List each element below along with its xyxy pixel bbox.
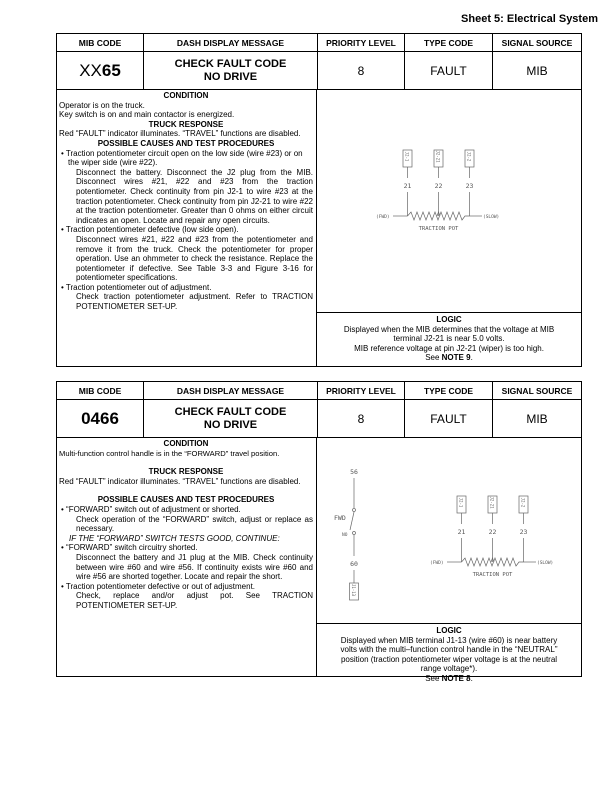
wire-23-label: 23: [519, 528, 528, 536]
condition-text-1: Operator is on the truck.: [59, 100, 145, 110]
logic-line-2: terminal J2-21 is near 5.0 volts.: [393, 334, 505, 344]
value-row: [57, 52, 581, 90]
response-heading: TRUCK RESPONSE: [148, 119, 224, 129]
wire-22-label: 22: [488, 528, 497, 536]
dash-message-line1: CHECK FAULT CODE: [174, 405, 287, 418]
wire-21-label: 21: [403, 182, 412, 190]
header-signal: SIGNAL SOURCE: [501, 385, 573, 396]
detail-row: [57, 90, 581, 366]
priority-value: 8: [318, 400, 405, 437]
traction-pot-diagram: [317, 90, 581, 295]
pin-a-label: J2-1: [458, 497, 464, 508]
switch-contact-icon: [353, 509, 356, 512]
logic-note: NOTE 9: [441, 353, 471, 363]
normally-open-label: NO: [342, 533, 348, 538]
wire-56-label: 56: [350, 468, 358, 476]
pot-label: TRACTION POT: [472, 572, 513, 578]
condition-text-2: Key switch is on and main contactor is energized.: [59, 110, 235, 120]
logic-heading: LOGIC: [436, 315, 462, 325]
continue-note: IF THE “FORWARD” SWITCH TESTS GOOD, CONTINUE:: [69, 533, 280, 543]
pin-b-label: J2-21: [489, 496, 495, 509]
cause-3-detail: Check traction potentiometer adjustment. Refer to TRACTION POTENTIOMETER SET-UP.: [76, 292, 313, 312]
signal-value: MIB: [526, 63, 548, 78]
header-type: TYPE CODE: [405, 382, 493, 399]
header-dash-display: DASH DISPLAY MESSAGE: [144, 34, 318, 51]
logic-line-2: volts with the multi–function control handle in the “NEUTRAL”: [340, 645, 558, 655]
fault-block-xx65: [56, 33, 582, 367]
header-dash-display: DASH DISPLAY MESSAGE: [144, 382, 318, 399]
dash-message-line2: NO DRIVE: [203, 70, 258, 83]
type-value: FAULT: [405, 400, 493, 437]
pin-a-label: J2-1: [404, 151, 410, 162]
wiring-diagram: [317, 438, 581, 624]
slow-end-label: (SLOW): [483, 215, 500, 220]
wiring-diagram: [317, 90, 581, 313]
forward-switch-icon: [350, 512, 354, 530]
header-row: [57, 34, 581, 52]
cause-3-detail: Check, replace and/or adjust pot. See TRACTION POTENTIOMETER SET-UP.: [76, 591, 313, 610]
header-priority: PRIORITY LEVEL: [318, 34, 405, 51]
header-row: [57, 382, 581, 400]
cause-2: • Traction potentiometer defective (low side open).: [61, 225, 239, 235]
cause-2-detail: Disconnect wires #21, #22 and #23 from the potentiometer and remove it from the truck. Check the potentiometer for proper operation. Use an ohmmeter to check the resistance. Replace the potentiometer if defective. See Table 3-3 and Figure 3-16 for potentiometer specifications.: [76, 234, 313, 283]
fwd-switch-label: FWD: [334, 514, 346, 522]
header-mib-code: MIB CODE: [57, 34, 144, 51]
condition-heading: CONDITION: [163, 439, 209, 448]
pin-c-label: J2-2: [520, 497, 526, 508]
response-heading: TRUCK RESPONSE: [148, 467, 224, 477]
logic-line-1: Displayed when MIB terminal J1-13 (wire #60) is near battery: [340, 635, 558, 645]
condition-heading: CONDITION: [163, 91, 209, 100]
dash-message: [144, 400, 318, 437]
dash-message-line2: NO DRIVE: [203, 418, 258, 431]
mib-code-suffix: 65: [101, 60, 121, 80]
logic-note-line: See NOTE 9.: [425, 353, 473, 363]
pin-c-label: J2-2: [466, 151, 472, 162]
logic-see: See: [425, 353, 442, 363]
cause-2: • “FORWARD” switch circuitry shorted.: [61, 543, 198, 553]
pin-b-label: J2-21: [435, 150, 441, 163]
cause-3: • Traction potentiometer defective or out of adjustment.: [61, 581, 256, 591]
logic-section: [317, 624, 581, 687]
wire-21-label: 21: [457, 528, 466, 536]
logic-note: NOTE 8: [441, 673, 471, 683]
response-text: Red “FAULT” indicator illuminates. “TRAVEL” functions are disabled.: [59, 476, 301, 486]
logic-note-line: See NOTE 8.: [425, 673, 473, 683]
logic-see: See: [425, 673, 442, 683]
sheet-title: Sheet 5: Electrical System: [461, 13, 598, 25]
fwd-end-label: (FWD): [430, 561, 444, 566]
wire-60-label: 60: [350, 560, 358, 568]
causes-heading: POSSIBLE CAUSES AND TEST PROCEDURES: [97, 138, 275, 148]
fwd-end-label: (FWD): [376, 215, 390, 220]
mib-code-prefix: XX: [79, 60, 102, 80]
cause-1-detail: Disconnect the battery. Disconnect the J2 plug from the MIB. Disconnect wires #21, #22 and #23 from the traction potentiometer. Check continuity from pin J2-1 to wire #23 at the traction potentiometer. Check continuity from pin J2-21 to wire #22 at the traction potentiometer. Greater than 0 ohms on either circuit indicates an open. Locate and repair any open circuits.: [76, 167, 313, 225]
cause-3: • Traction potentiometer out of adjustment.: [61, 282, 212, 292]
diagram-column: [317, 438, 581, 683]
priority-value: 8: [318, 52, 405, 89]
condition-text-1: Multi-function control handle is in the “FORWARD” travel position.: [59, 448, 280, 458]
pot-label: TRACTION POT: [418, 226, 459, 232]
logic-section: [317, 313, 581, 366]
logic-line-4: range voltage*).: [420, 664, 478, 674]
detail-row: [57, 438, 581, 683]
value-row: [57, 400, 581, 438]
type-value: FAULT: [405, 52, 493, 89]
response-text: Red “FAULT” indicator illuminates. “TRAVEL” functions are disabled.: [59, 129, 301, 139]
forward-switch-diagram: [317, 438, 581, 618]
wire-22-label: 22: [434, 182, 443, 190]
dash-message-line1: CHECK FAULT CODE: [174, 57, 287, 70]
slow-end-label: (SLOW): [537, 561, 554, 566]
cause-2-detail: Disconnect the battery and J1 plug at the MIB. Check continuity between wire #60 and wire #56. If continuity exists wire #60 and wire #56 are shorted together. Locate and repair the short.: [76, 552, 313, 582]
header-priority: PRIORITY LEVEL: [318, 382, 405, 399]
fault-block-0466: [56, 381, 582, 683]
mib-code: 0466: [57, 400, 144, 437]
header-signal: SIGNAL SOURCE: [501, 37, 573, 48]
procedure-column: [57, 90, 317, 366]
dash-message: [144, 52, 318, 89]
cause-1: • Traction potentiometer circuit open on the low side (wire #23) or on the wiper side (wire #22).: [61, 148, 303, 168]
logic-heading: LOGIC: [436, 626, 462, 635]
causes-heading: POSSIBLE CAUSES AND TEST PROCEDURES: [97, 495, 275, 505]
wire-23-label: 23: [465, 182, 474, 190]
diagram-column: [317, 90, 581, 366]
logic-line-1: Displayed when the MIB determines that the voltage at MIB: [343, 324, 555, 334]
logic-line-3: position (traction potentiometer wiper voltage is at the neutral: [340, 654, 558, 664]
header-type: TYPE CODE: [405, 34, 493, 51]
signal-value: MIB: [526, 411, 548, 426]
cause-1-detail: Check operation of the “FORWARD” switch, adjust or replace as necessary.: [76, 514, 313, 534]
logic-line-3: MIB reference voltage at pin J2-21 (wiper) is too high.: [354, 343, 544, 353]
cause-1: • “FORWARD” switch out of adjustment or shorted.: [61, 504, 241, 514]
procedure-column: [57, 438, 317, 676]
pin-j1-13-label: J1-13: [351, 583, 356, 597]
mib-code: [57, 52, 144, 89]
header-mib-code: MIB CODE: [57, 382, 144, 399]
